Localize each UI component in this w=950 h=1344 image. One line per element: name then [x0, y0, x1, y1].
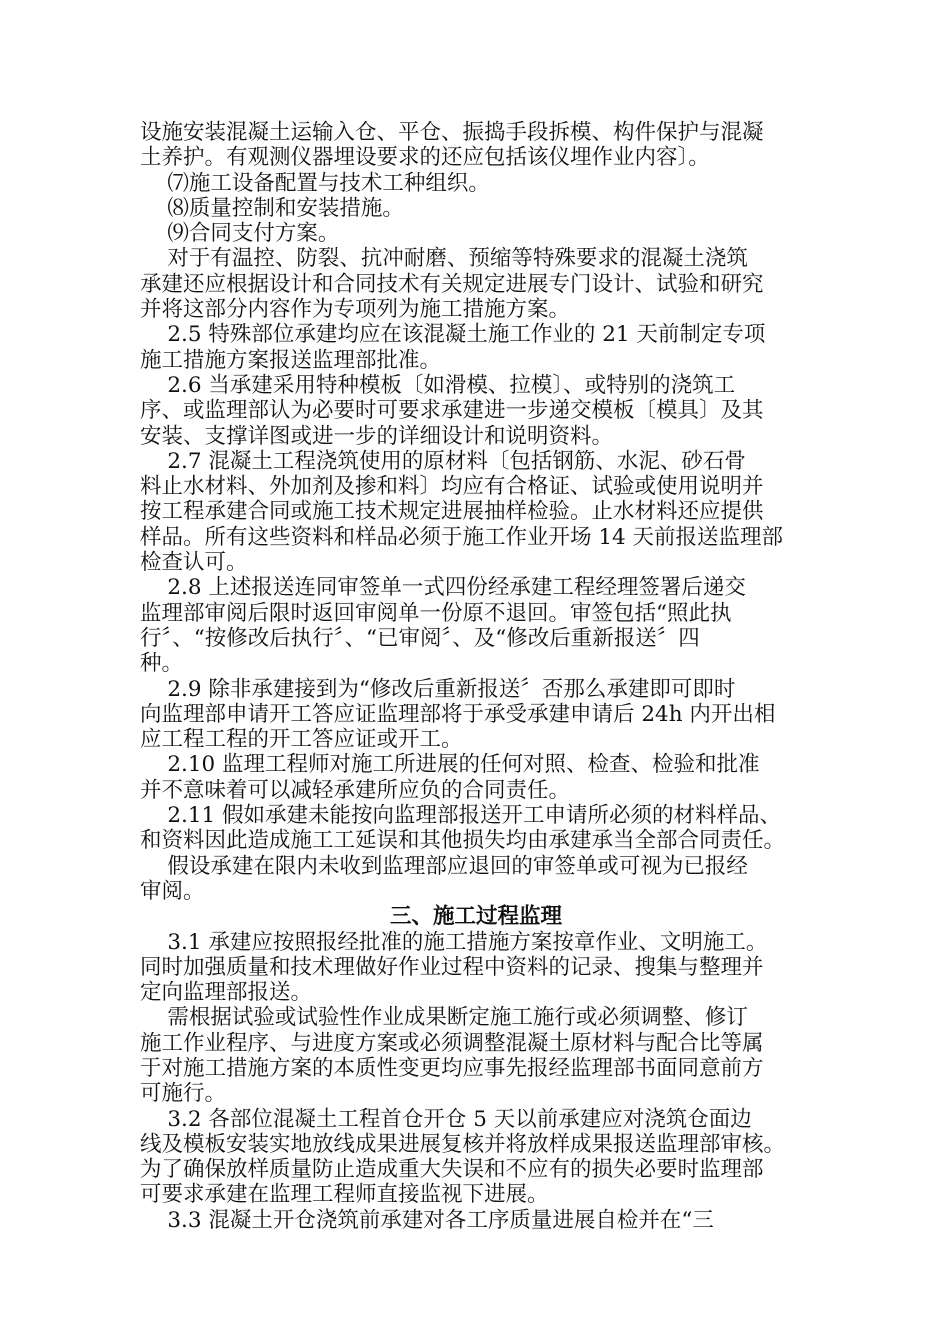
text-line: 监理部审阅后限时返回审阅单一份原不退回。审签包括“照此执 [140, 600, 732, 626]
text-line: 施工作业程序、与进度方案或必须调整混凝土原材料与配合比等属 [140, 1030, 764, 1056]
text-line: 施工措施方案报送监理部批准。 [140, 347, 442, 373]
text-line: 同时加强质量和技术理做好作业过程中资料的记录、搜集与整理并 [140, 954, 764, 980]
text-line: 安装、支撑详图或进一步的详细设计和说明资料。 [140, 423, 614, 449]
text-line: 承建还应根据设计和合同技术有关规定进展专门设计、试验和研究 [140, 271, 764, 297]
text-line: 2.10 监理工程师对施工所进展的任何对照、检查、检验和批准 [140, 752, 760, 778]
text-block-before [140, 120, 812, 904]
text-line: 可施行。 [140, 1081, 227, 1107]
text-line: 检查认可。 [140, 550, 248, 576]
text-line: 并将这部分内容作为专项列为施工措施方案。 [140, 297, 571, 323]
text-line: ⑼合同支付方案。 [140, 221, 340, 247]
text-line: 2.7 混凝土工程浇筑使用的原材料〔包括钢筋、水泥、砂石骨 [140, 448, 746, 474]
text-line: 3.2 各部位混凝土工程首仓开仓 5 天以前承建应对浇筑仓面边 [140, 1106, 752, 1132]
text-line: 种。 [140, 651, 184, 677]
text-line: 假设承建在限内未收到监理部应退回的审签单或可视为已报经 [140, 853, 748, 879]
text-line: 为了确保放样质量防止造成重大失误和不应有的损失必要时监理部 [140, 1157, 764, 1183]
section-heading: 三、施工过程监理 [389, 904, 562, 930]
text-line: 样品。所有这些资料和样品必须于施工作业开场 14 天前报送监理部 [140, 524, 784, 550]
text-line: 3.1 承建应按照报经批准的施工措施方案按章作业、文明施工。 [140, 929, 768, 955]
text-line: 2.9 除非承建接到为“修改后重新报送〞否那么承建即可即时 [140, 676, 736, 702]
text-line: 线及模板安装实地放线成果进展复核并将放样成果报送监理部审核。 [140, 1131, 786, 1157]
text-line: 向监理部申请开工答应证监理部将于承受承建申请后 24h 内开出相 [140, 701, 776, 727]
text-line: 应工程工程的开工答应证或开工。 [140, 727, 463, 753]
text-line: 需根据试验或试验性作业成果断定施工施行或必须调整、修订 [140, 1005, 748, 1031]
document-page [140, 120, 812, 1233]
text-line: 序、或监理部认为必要时可要求承建进一步递交模板〔模具〕及其 [140, 398, 764, 424]
text-line: ⑻质量控制和安装措施。 [140, 195, 404, 221]
text-line: 按工程承建合同或施工技术规定进展抽样检验。止水材料还应提供 [140, 499, 764, 525]
text-line: 可要求承建在监理工程师直接监视下进展。 [140, 1182, 549, 1208]
text-block-after [140, 930, 812, 1234]
text-line: 2.6 当承建采用特种模板〔如滑模、拉模〕、或特别的浇筑工 [140, 372, 736, 398]
text-line: ⑺施工设备配置与技术工种组织。 [140, 170, 490, 196]
text-line: 2.11 假如承建未能按向监理部报送开工申请所必须的材料样品、 [140, 803, 782, 829]
text-line: 定向监理部报送。 [140, 980, 313, 1006]
text-line: 2.5 特殊部位承建均应在该混凝土施工作业的 21 天前制定专项 [140, 322, 766, 348]
text-line: 和资料因此造成施工工延误和其他损失均由承建承当全部合同责任。 [140, 828, 786, 854]
text-line: 并不意味着可以减轻承建所应负的合同责任。 [140, 777, 571, 803]
text-line: 审阅。 [140, 878, 205, 904]
text-line: 设施安装混凝土运输入仓、平仓、振捣手段拆模、构件保护与混凝 [140, 120, 764, 145]
text-line: 对于有温控、防裂、抗冲耐磨、预缩等特殊要求的混凝土浇筑 [140, 246, 748, 272]
text-line: 土养护。有观测仪器埋设要求的还应包括该仪埋作业内容〕。 [140, 145, 710, 171]
text-line: 行〞、“按修改后执行〞、“已审阅〞、及“修改后重新报送〞四 [140, 625, 700, 651]
text-line: 料止水材料、外加剂及掺和料〕均应有合格证、试验或使用说明并 [140, 474, 764, 500]
text-line: 2.8 上述报送连同审签单一式四份经承建工程经理签署后递交 [140, 575, 746, 601]
text-line: 于对施工措施方案的本质性变更均应事先报经监理部书面同意前方 [140, 1055, 764, 1081]
text-line: 3.3 混凝土开仓浇筑前承建对各工序质量进展自检并在“三 [140, 1207, 714, 1233]
